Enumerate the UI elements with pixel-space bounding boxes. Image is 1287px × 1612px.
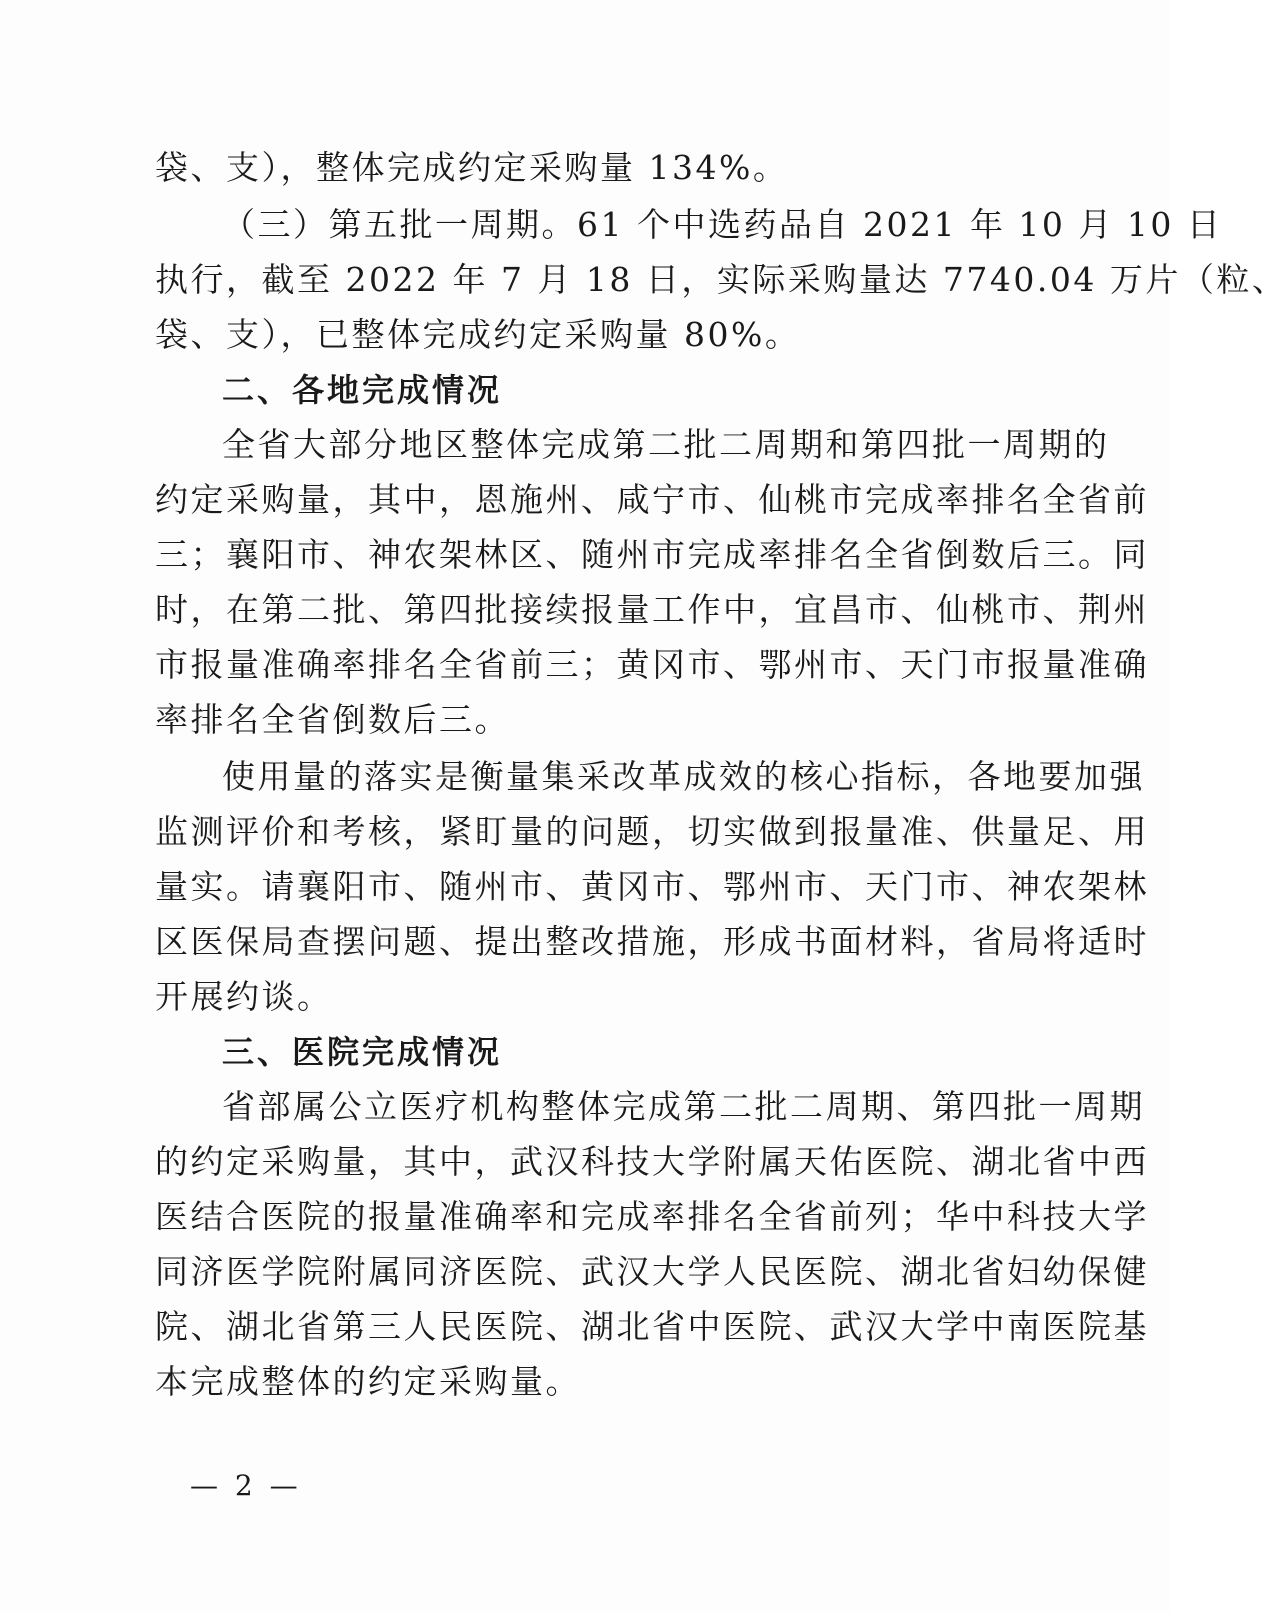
paragraph-line: 袋、支），已整体完成约定采购量 80%。 (155, 315, 801, 354)
paragraph-line: 监测评价和考核，紧盯量的问题，切实做到报量准、供量足、用 (155, 812, 1149, 851)
paragraph-line: 量实。请襄阳市、随州市、黄冈市、鄂州市、天门市、神农架林 (155, 867, 1149, 906)
paragraph-line: 袋、支），整体完成约定采购量 134%。 (155, 148, 789, 187)
paragraph-line: 医结合医院的报量准确率和完成率排名全省前列；华中科技大学 (155, 1197, 1149, 1236)
paragraph-line: 使用量的落实是衡量集采改革成效的核心指标，各地要加强 (222, 757, 1145, 796)
paragraph-line: 率排名全省倒数后三。 (155, 700, 510, 739)
paragraph-line: 区医保局查摆问题、提出整改措施，形成书面材料，省局将适时 (155, 922, 1149, 961)
paragraph-line: 同济医学院附属同济医院、武汉大学人民医院、湖北省妇幼保健 (155, 1252, 1149, 1291)
paragraph-line: 省部属公立医疗机构整体完成第二批二周期、第四批一周期 (222, 1087, 1145, 1126)
paragraph-line: 市报量准确率排名全省前三；黄冈市、鄂州市、天门市报量准确 (155, 645, 1149, 684)
paragraph-line: 本完成整体的约定采购量。 (155, 1362, 581, 1401)
paragraph-line: 院、湖北省第三人民医院、湖北省中医院、武汉大学中南医院基 (155, 1307, 1149, 1346)
paragraph-line: 时，在第二批、第四批接续报量工作中，宜昌市、仙桃市、荆州 (155, 590, 1149, 629)
paragraph-line: 全省大部分地区整体完成第二批二周期和第四批一周期的 (222, 425, 1110, 464)
paragraph-line: （三）第五批一周期。61 个中选药品自 2021 年 10 月 10 日 (222, 205, 1223, 244)
page-number: — 2 — (190, 1469, 302, 1502)
section-heading: 二、各地完成情况 (222, 371, 503, 409)
paragraph-line: 约定采购量，其中，恩施州、咸宁市、仙桃市完成率排名全省前 (155, 480, 1149, 519)
paragraph-line: 执行，截至 2022 年 7 月 18 日，实际采购量达 7740.04 万片（粒、 (155, 260, 1287, 299)
section-heading: 三、医院完成情况 (222, 1033, 503, 1071)
paragraph-line: 开展约谈。 (155, 977, 333, 1016)
paragraph-line: 的约定采购量，其中，武汉科技大学附属天佑医院、湖北省中西 (155, 1142, 1149, 1181)
paragraph-line: 三；襄阳市、神农架林区、随州市完成率排名全省倒数后三。同 (155, 535, 1149, 574)
